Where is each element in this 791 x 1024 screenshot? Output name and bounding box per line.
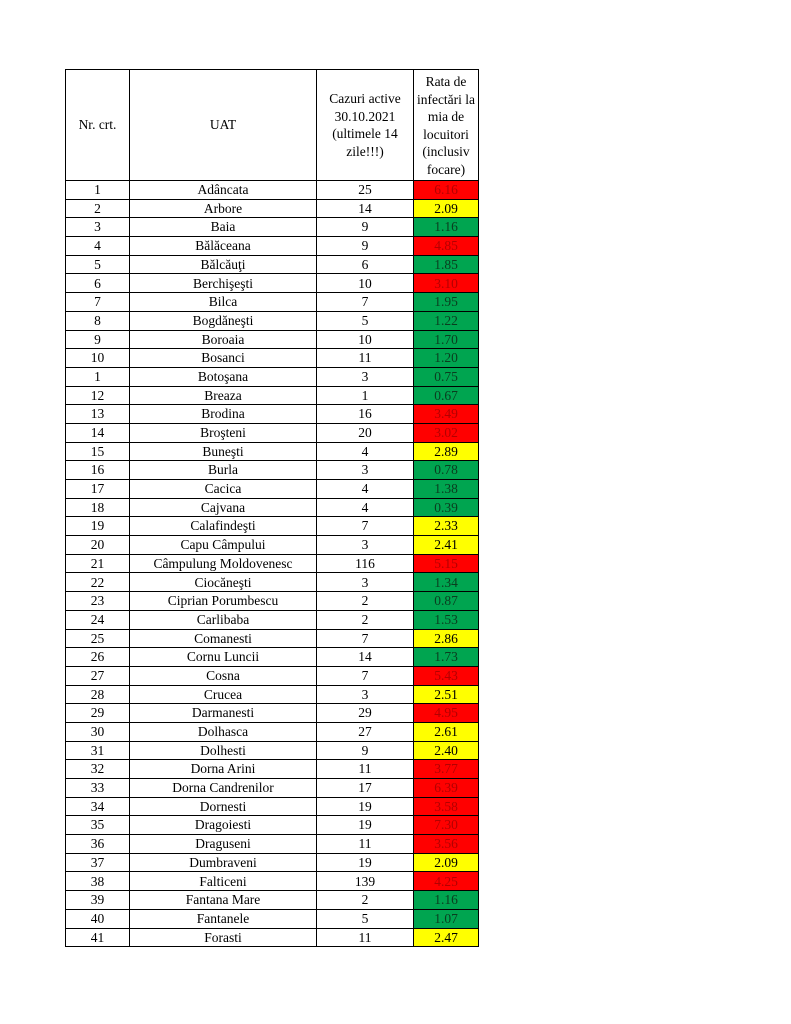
table-row [66, 442, 479, 461]
infection-rate-cell: 0.75 [414, 367, 479, 386]
infection-rate-cell: 0.87 [414, 592, 479, 611]
infection-rate-cell: 2.51 [414, 685, 479, 704]
table-row [66, 629, 479, 648]
infection-rate-cell: 2.33 [414, 517, 479, 536]
uat-name-cell: Falticeni [130, 872, 317, 891]
active-cases-cell: 11 [317, 349, 414, 368]
active-cases-cell: 19 [317, 797, 414, 816]
uat-name-cell: Dolhasca [130, 722, 317, 741]
active-cases-cell: 2 [317, 891, 414, 910]
header-row [66, 70, 479, 181]
row-number-cell: 32 [66, 760, 130, 779]
uat-name-cell: Capu Câmpului [130, 536, 317, 555]
row-number-cell: 7 [66, 293, 130, 312]
active-cases-cell: 9 [317, 237, 414, 256]
uat-name-cell: Draguseni [130, 835, 317, 854]
row-number-cell: 3 [66, 218, 130, 237]
row-number-cell: 1 [66, 367, 130, 386]
infection-rate-cell: 1.07 [414, 909, 479, 928]
infection-rate-cell: 2.89 [414, 442, 479, 461]
row-number-cell: 5 [66, 255, 130, 274]
active-cases-cell: 3 [317, 461, 414, 480]
infection-rate-cell: 1.85 [414, 255, 479, 274]
uat-name-cell: Fantana Mare [130, 891, 317, 910]
uat-name-cell: Adâncata [130, 181, 317, 200]
row-number-cell: 6 [66, 274, 130, 293]
active-cases-cell: 14 [317, 199, 414, 218]
row-number-cell: 26 [66, 648, 130, 667]
active-cases-cell: 4 [317, 442, 414, 461]
table-row [66, 760, 479, 779]
active-cases-cell: 9 [317, 218, 414, 237]
infection-rate-cell: 1.16 [414, 218, 479, 237]
uat-name-cell: Baia [130, 218, 317, 237]
active-cases-cell: 3 [317, 685, 414, 704]
uat-name-cell: Broşteni [130, 423, 317, 442]
header-rate: Rata de infectări la mia de locuitori (inclusiv focare) [414, 70, 479, 181]
table-row [66, 741, 479, 760]
table-row [66, 722, 479, 741]
row-number-cell: 1 [66, 181, 130, 200]
row-number-cell: 31 [66, 741, 130, 760]
infection-rate-cell: 4.85 [414, 237, 479, 256]
active-cases-cell: 139 [317, 872, 414, 891]
table-row [66, 685, 479, 704]
active-cases-cell: 3 [317, 367, 414, 386]
table-row [66, 386, 479, 405]
active-cases-cell: 19 [317, 816, 414, 835]
row-number-cell: 28 [66, 685, 130, 704]
infection-rate-cell: 3.02 [414, 423, 479, 442]
uat-name-cell: Botoşana [130, 367, 317, 386]
active-cases-cell: 14 [317, 648, 414, 667]
active-cases-cell: 11 [317, 760, 414, 779]
infection-rate-cell: 1.22 [414, 311, 479, 330]
active-cases-cell: 17 [317, 779, 414, 798]
uat-name-cell: Buneşti [130, 442, 317, 461]
active-cases-cell: 19 [317, 853, 414, 872]
infection-rate-cell: 1.95 [414, 293, 479, 312]
infection-rate-cell: 2.47 [414, 928, 479, 947]
row-number-cell: 22 [66, 573, 130, 592]
table-row [66, 218, 479, 237]
active-cases-cell: 2 [317, 610, 414, 629]
active-cases-cell: 10 [317, 330, 414, 349]
uat-name-cell: Berchişeşti [130, 274, 317, 293]
table-row [66, 293, 479, 312]
row-number-cell: 12 [66, 386, 130, 405]
header-nr: Nr. crt. [66, 70, 130, 181]
active-cases-cell: 7 [317, 629, 414, 648]
row-number-cell: 20 [66, 536, 130, 555]
table-row [66, 517, 479, 536]
table-row [66, 536, 479, 555]
uat-name-cell: Breaza [130, 386, 317, 405]
row-number-cell: 25 [66, 629, 130, 648]
infection-rate-cell: 1.38 [414, 480, 479, 499]
table-row [66, 779, 479, 798]
active-cases-cell: 1 [317, 386, 414, 405]
infection-rate-cell: 2.40 [414, 741, 479, 760]
row-number-cell: 15 [66, 442, 130, 461]
row-number-cell: 18 [66, 498, 130, 517]
table-row [66, 610, 479, 629]
infection-rate-cell: 5.15 [414, 554, 479, 573]
row-number-cell: 23 [66, 592, 130, 611]
row-number-cell: 8 [66, 311, 130, 330]
row-number-cell: 38 [66, 872, 130, 891]
table-body [66, 181, 479, 947]
table-row [66, 835, 479, 854]
infection-rate-cell: 3.49 [414, 405, 479, 424]
uat-name-cell: Carlibaba [130, 610, 317, 629]
active-cases-cell: 27 [317, 722, 414, 741]
table-row [66, 816, 479, 835]
uat-name-cell: Dorna Arini [130, 760, 317, 779]
uat-name-cell: Dornesti [130, 797, 317, 816]
active-cases-cell: 7 [317, 293, 414, 312]
row-number-cell: 33 [66, 779, 130, 798]
infection-rate-cell: 2.41 [414, 536, 479, 555]
row-number-cell: 16 [66, 461, 130, 480]
infection-rate-table [65, 69, 479, 947]
table-row [66, 666, 479, 685]
active-cases-cell: 11 [317, 928, 414, 947]
row-number-cell: 29 [66, 704, 130, 723]
row-number-cell: 40 [66, 909, 130, 928]
uat-name-cell: Dorna Candrenilor [130, 779, 317, 798]
table-row [66, 349, 479, 368]
table-row [66, 891, 479, 910]
row-number-cell: 10 [66, 349, 130, 368]
uat-name-cell: Ciocăneşti [130, 573, 317, 592]
row-number-cell: 35 [66, 816, 130, 835]
active-cases-cell: 20 [317, 423, 414, 442]
infection-rate-cell: 2.61 [414, 722, 479, 741]
table-row [66, 461, 479, 480]
table-row [66, 797, 479, 816]
table-row [66, 498, 479, 517]
table-row [66, 367, 479, 386]
infection-rate-cell: 6.16 [414, 181, 479, 200]
table-row [66, 330, 479, 349]
uat-name-cell: Bălăceana [130, 237, 317, 256]
infection-rate-cell: 1.53 [414, 610, 479, 629]
uat-name-cell: Fantanele [130, 909, 317, 928]
row-number-cell: 2 [66, 199, 130, 218]
infection-rate-cell: 2.09 [414, 199, 479, 218]
row-number-cell: 41 [66, 928, 130, 947]
active-cases-cell: 11 [317, 835, 414, 854]
uat-name-cell: Câmpulung Moldovenesc [130, 554, 317, 573]
infection-rate-cell: 3.77 [414, 760, 479, 779]
header-cases: Cazuri active 30.10.2021 (ultimele 14 zile!!!) [317, 70, 414, 181]
active-cases-cell: 3 [317, 573, 414, 592]
uat-name-cell: Crucea [130, 685, 317, 704]
row-number-cell: 21 [66, 554, 130, 573]
uat-name-cell: Bălcăuţi [130, 255, 317, 274]
uat-name-cell: Cajvana [130, 498, 317, 517]
row-number-cell: 17 [66, 480, 130, 499]
row-number-cell: 14 [66, 423, 130, 442]
table-row [66, 311, 479, 330]
table-row [66, 181, 479, 200]
infection-rate-cell: 1.73 [414, 648, 479, 667]
uat-name-cell: Bogdăneşti [130, 311, 317, 330]
table-row [66, 423, 479, 442]
active-cases-cell: 4 [317, 480, 414, 499]
infection-rate-cell: 5.43 [414, 666, 479, 685]
row-number-cell: 24 [66, 610, 130, 629]
row-number-cell: 13 [66, 405, 130, 424]
active-cases-cell: 16 [317, 405, 414, 424]
row-number-cell: 30 [66, 722, 130, 741]
uat-name-cell: Darmanesti [130, 704, 317, 723]
infection-rate-cell: 0.39 [414, 498, 479, 517]
row-number-cell: 34 [66, 797, 130, 816]
active-cases-cell: 6 [317, 255, 414, 274]
table-row [66, 274, 479, 293]
infection-rate-cell: 7.30 [414, 816, 479, 835]
uat-name-cell: Cosna [130, 666, 317, 685]
row-number-cell: 19 [66, 517, 130, 536]
table-row [66, 704, 479, 723]
infection-rate-cell: 6.39 [414, 779, 479, 798]
table-row [66, 592, 479, 611]
uat-name-cell: Forasti [130, 928, 317, 947]
uat-name-cell: Boroaia [130, 330, 317, 349]
table-row [66, 928, 479, 947]
active-cases-cell: 29 [317, 704, 414, 723]
row-number-cell: 36 [66, 835, 130, 854]
infection-rate-cell: 0.78 [414, 461, 479, 480]
active-cases-cell: 116 [317, 554, 414, 573]
active-cases-cell: 2 [317, 592, 414, 611]
table-row [66, 872, 479, 891]
active-cases-cell: 5 [317, 311, 414, 330]
active-cases-cell: 9 [317, 741, 414, 760]
active-cases-cell: 7 [317, 666, 414, 685]
infection-rate-cell: 0.67 [414, 386, 479, 405]
uat-name-cell: Cacica [130, 480, 317, 499]
table-row [66, 853, 479, 872]
row-number-cell: 9 [66, 330, 130, 349]
active-cases-cell: 25 [317, 181, 414, 200]
uat-name-cell: Burla [130, 461, 317, 480]
table-row [66, 405, 479, 424]
uat-name-cell: Dolhesti [130, 741, 317, 760]
table-row [66, 199, 479, 218]
active-cases-cell: 5 [317, 909, 414, 928]
infection-rate-cell: 1.70 [414, 330, 479, 349]
table-row [66, 237, 479, 256]
table-row [66, 255, 479, 274]
row-number-cell: 37 [66, 853, 130, 872]
uat-name-cell: Comanesti [130, 629, 317, 648]
active-cases-cell: 3 [317, 536, 414, 555]
active-cases-cell: 4 [317, 498, 414, 517]
infection-rate-cell: 1.20 [414, 349, 479, 368]
infection-rate-cell: 4.95 [414, 704, 479, 723]
active-cases-cell: 7 [317, 517, 414, 536]
row-number-cell: 27 [66, 666, 130, 685]
infection-rate-cell: 1.16 [414, 891, 479, 910]
header-uat: UAT [130, 70, 317, 181]
uat-name-cell: Arbore [130, 199, 317, 218]
active-cases-cell: 10 [317, 274, 414, 293]
row-number-cell: 39 [66, 891, 130, 910]
uat-name-cell: Calafindeşti [130, 517, 317, 536]
uat-name-cell: Bosanci [130, 349, 317, 368]
infection-rate-cell: 3.56 [414, 835, 479, 854]
table-row [66, 573, 479, 592]
table-row [66, 554, 479, 573]
table-row [66, 480, 479, 499]
infection-rate-cell: 4.25 [414, 872, 479, 891]
table-header [66, 70, 479, 181]
uat-name-cell: Ciprian Porumbescu [130, 592, 317, 611]
uat-name-cell: Brodina [130, 405, 317, 424]
infection-rate-cell: 2.86 [414, 629, 479, 648]
uat-name-cell: Bilca [130, 293, 317, 312]
infection-rate-cell: 2.09 [414, 853, 479, 872]
infection-rate-cell: 3.58 [414, 797, 479, 816]
table-row [66, 648, 479, 667]
uat-name-cell: Dumbraveni [130, 853, 317, 872]
infection-rate-cell: 3.10 [414, 274, 479, 293]
row-number-cell: 4 [66, 237, 130, 256]
uat-name-cell: Dragoiesti [130, 816, 317, 835]
uat-name-cell: Cornu Luncii [130, 648, 317, 667]
table-row [66, 909, 479, 928]
infection-rate-cell: 1.34 [414, 573, 479, 592]
